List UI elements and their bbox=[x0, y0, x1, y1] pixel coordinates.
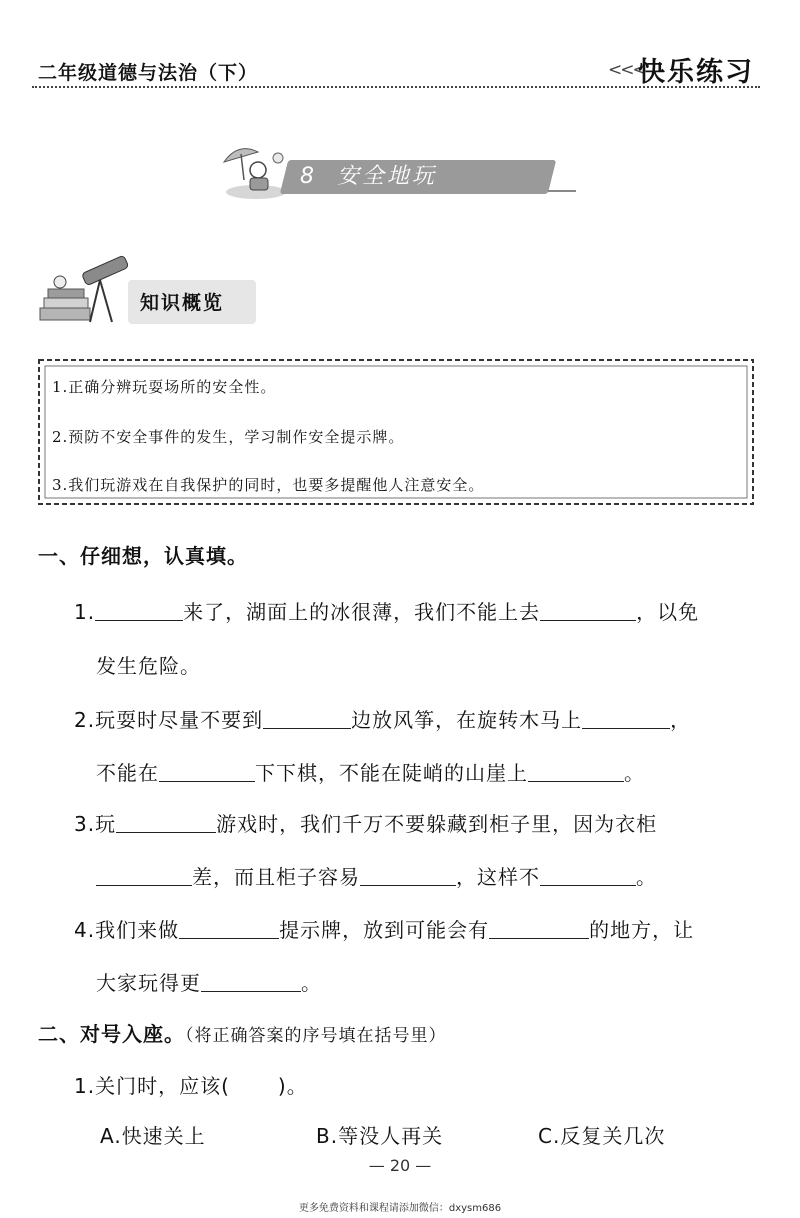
banner-underline bbox=[548, 190, 576, 192]
question-number: 2. bbox=[74, 708, 96, 732]
knowledge-item: 3.我们玩游戏在自我保护的同时，也要多提醒他人注意安全。 bbox=[52, 476, 485, 494]
question-text: 不能在 bbox=[96, 761, 159, 785]
question-text: 玩 bbox=[95, 812, 117, 836]
section2-instruction: （将正确答案的序号填在括号里） bbox=[185, 1026, 447, 1046]
question-text: 边放风筝，在旋转木马上 bbox=[351, 708, 583, 732]
question-3-line-2 bbox=[96, 861, 657, 890]
answer-blank[interactable] bbox=[95, 600, 183, 621]
question-text: 1.关门时，应该( bbox=[74, 1074, 230, 1098]
question-text: ， bbox=[670, 708, 692, 732]
answer-blank[interactable] bbox=[360, 865, 456, 886]
lesson-number: 8 bbox=[300, 164, 317, 189]
question-number: 4. bbox=[74, 918, 96, 942]
question-text: 我们来做 bbox=[95, 918, 180, 942]
question-text: 来了，湖面上的冰很薄，我们不能上去 bbox=[183, 600, 541, 624]
header-divider bbox=[32, 86, 760, 88]
answer-blank[interactable] bbox=[540, 600, 636, 621]
question-3-line-1 bbox=[74, 808, 657, 837]
question-2-line-2 bbox=[96, 757, 645, 786]
question-text: 游戏时，我们千万不要躲藏到柜子里，因为衣柜 bbox=[216, 812, 658, 836]
question-text: 差，而且柜子容易 bbox=[192, 865, 360, 889]
question-text: 大家玩得更 bbox=[96, 971, 201, 995]
question-2-line-1 bbox=[74, 704, 691, 733]
question-text: 的地方，让 bbox=[589, 918, 695, 942]
answer-blank[interactable] bbox=[263, 708, 351, 729]
question-text: ，这样不 bbox=[456, 865, 540, 889]
section2-heading bbox=[38, 1018, 447, 1047]
lesson-name: 安全地玩 bbox=[337, 164, 438, 189]
question-text: 。 bbox=[636, 865, 657, 889]
option-a: A.快速关上 bbox=[100, 1124, 206, 1148]
question-number: 3. bbox=[74, 812, 96, 836]
lesson-title bbox=[300, 160, 550, 194]
option-b: B.等没人再关 bbox=[316, 1124, 444, 1148]
question-text: 下下棋，不能在陡峭的山崖上 bbox=[255, 761, 528, 785]
knowledge-title: 知识概览 bbox=[140, 292, 225, 314]
answer-blank[interactable] bbox=[582, 708, 670, 729]
section1-heading: 一、仔细想，认真填。 bbox=[38, 544, 248, 568]
answer-blank[interactable] bbox=[540, 865, 636, 886]
header-arrows: <<< bbox=[608, 60, 645, 80]
question-text: 。 bbox=[301, 971, 322, 995]
answer-blank[interactable] bbox=[159, 761, 255, 782]
question-number: 1. bbox=[74, 600, 96, 624]
choice-question-1 bbox=[74, 1070, 308, 1099]
brand-title: 快乐练习 bbox=[638, 57, 754, 88]
umbrella-kid-illustration bbox=[218, 140, 290, 200]
question-4-line-1 bbox=[74, 914, 694, 943]
option-c: C.反复关几次 bbox=[538, 1124, 666, 1148]
footer-note: 更多免费资料和课程请添加微信：dxysm686 bbox=[298, 1203, 502, 1214]
question-1-line-1 bbox=[74, 596, 699, 625]
answer-blank[interactable] bbox=[96, 865, 192, 886]
answer-blank[interactable] bbox=[528, 761, 624, 782]
question-text: 发生危险。 bbox=[96, 654, 201, 678]
answer-blank[interactable] bbox=[116, 812, 216, 833]
telescope-books-illustration bbox=[36, 252, 140, 328]
knowledge-item: 1.正确分辨玩耍场所的安全性。 bbox=[52, 378, 277, 396]
question-text: ，以免 bbox=[636, 600, 700, 624]
knowledge-item: 2.预防不安全事件的发生，学习制作安全提示牌。 bbox=[52, 428, 405, 446]
question-text: 。 bbox=[624, 761, 645, 785]
answer-blank[interactable] bbox=[201, 971, 301, 992]
question-4-line-2 bbox=[96, 967, 322, 996]
question-text: )。 bbox=[277, 1074, 308, 1098]
question-text: 提示牌，放到可能会有 bbox=[279, 918, 490, 942]
section2-title: 二、对号入座。 bbox=[38, 1022, 185, 1046]
answer-blank[interactable] bbox=[179, 918, 279, 939]
question-1-line-2 bbox=[96, 650, 201, 679]
answer-blank[interactable] bbox=[489, 918, 589, 939]
page-number: — 20 — bbox=[368, 1156, 432, 1175]
question-text: 玩耍时尽量不要到 bbox=[95, 708, 264, 732]
book-title: 二年级道德与法治（下） bbox=[38, 62, 259, 84]
